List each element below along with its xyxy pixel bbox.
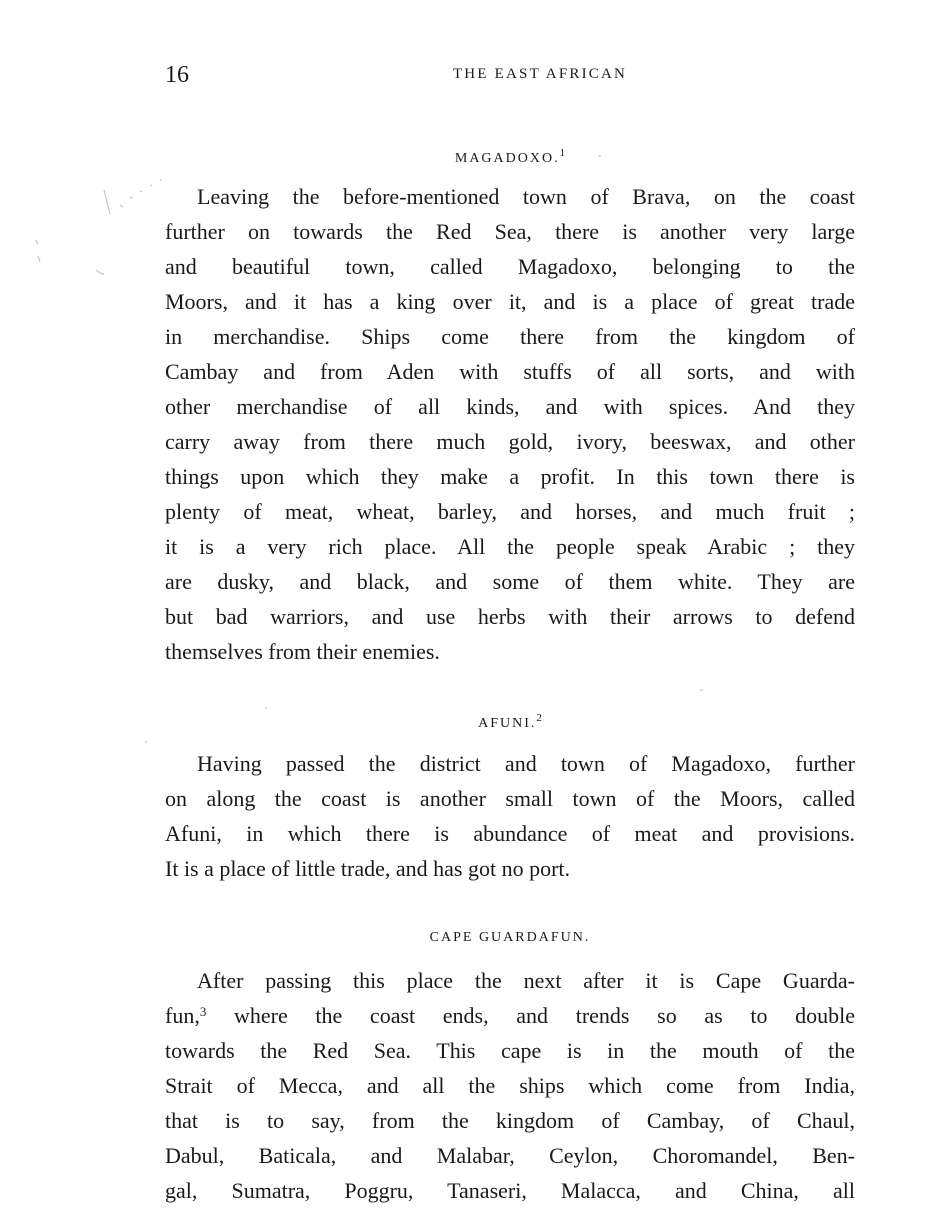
footnote-ref-2: 2 (536, 712, 542, 724)
paragraph-cape-guardafun (165, 963, 855, 1208)
paragraph-afuni (165, 746, 855, 886)
page-number: 16 (165, 62, 189, 88)
text-line: Leaving the before-mentioned town of Brava, on the coast (197, 184, 855, 209)
text-line: that is to say, from the kingdom of Cambay, of Chaul, (165, 1108, 855, 1133)
section-heading-magadoxo: MAGADOXO.$^1$ (454, 147, 566, 166)
text-line: in merchandise. Ships come there from the kingdom of (165, 324, 855, 349)
text-line: Strait of Mecca, and all the ships which come from India, (165, 1073, 855, 1098)
text-line: other merchandise of all kinds, and with spices. And they (165, 394, 855, 419)
text-line: and beautiful town, called Magadoxo, belonging to the (165, 254, 855, 279)
paragraph-magadoxo (165, 179, 855, 669)
text-line: gal, Sumatra, Poggru, Tanaseri, Malacca, and China, all (165, 1178, 855, 1203)
text-line: it is a very rich place. All the people speak Arabic ; they (165, 534, 855, 559)
running-head (165, 62, 855, 92)
text-line: things upon which they make a profit. In this town there is (165, 464, 855, 489)
text-line: Cambay and from Aden with stuffs of all sorts, and with (165, 359, 855, 384)
text-line: carry away from there much gold, ivory, beeswax, and other (165, 429, 855, 454)
text-line: themselves from their enemies. (165, 639, 440, 664)
section-heading-afuni: AFUNI.$^2$ (478, 712, 542, 731)
text-line: After passing this place the next after it is Cape Guarda- (197, 968, 855, 993)
text-line: plenty of meat, wheat, barley, and horses, and much fruit ; (165, 499, 855, 524)
text-line: Afuni, in which there is abundance of meat and provisions. (165, 821, 855, 846)
text-line: fun,$^3$ where the coast ends, and trends so as to double (165, 1003, 855, 1028)
text-line: on along the coast is another small town of the Moors, called (165, 786, 855, 811)
text-line: It is a place of little trade, and has got no port. (165, 856, 571, 881)
text-line: are dusky, and black, and some of them white. They are (165, 569, 855, 594)
footnote-ref-3: 3 (199, 1004, 207, 1019)
text-line: but bad warriors, and use herbs with their arrows to defend (165, 604, 855, 629)
running-title: THE EAST AFRICAN (452, 66, 628, 82)
text-line: Having passed the district and town of Magadoxo, further (197, 751, 855, 776)
text-line: Dabul, Baticala, and Malabar, Ceylon, Choromandel, Ben- (165, 1143, 855, 1168)
section-heading-cape-guardafun: CAPE GUARDAFUN. (429, 930, 591, 945)
text-line: Moors, and it has a king over it, and is a place of great trade (165, 289, 855, 314)
footnote-ref-1: 1 (559, 147, 566, 159)
text-line: towards the Red Sea. This cape is in the mouth of the (165, 1038, 855, 1063)
text-line: further on towards the Red Sea, there is another very large (165, 219, 855, 244)
